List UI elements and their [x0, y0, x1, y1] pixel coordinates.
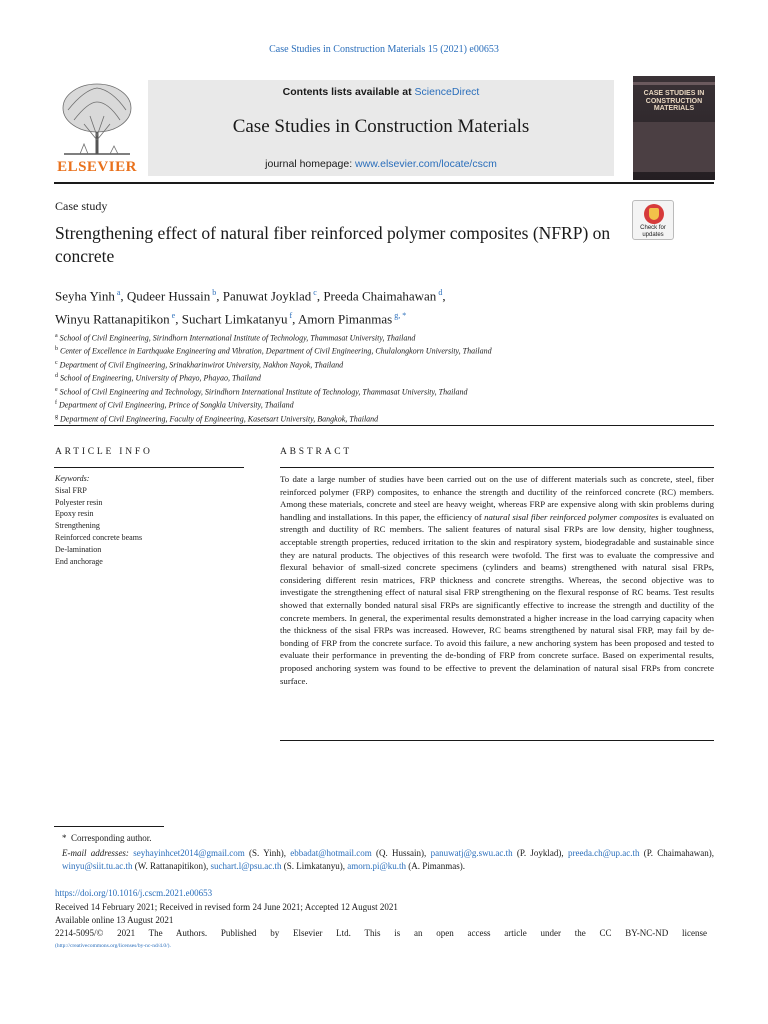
cover-title: CASE STUDIES IN CONSTRUCTION MATERIALS: [643, 90, 705, 112]
author-name[interactable]: Amorn Pimanmas: [297, 311, 393, 327]
available-online-date: Available online 13 August 2021: [55, 915, 174, 925]
doi-link[interactable]: https://doi.org/10.1016/j.cscm.2021.e00653: [55, 888, 213, 898]
article-info-heading: ARTICLE INFO: [55, 447, 153, 457]
affiliation-marker[interactable]: a: [114, 288, 121, 297]
journal-homepage-link[interactable]: www.elsevier.com/locate/cscm: [355, 158, 497, 170]
affiliation-key: e: [55, 386, 58, 393]
cover-stripe: [633, 82, 715, 85]
affiliation-item: [55, 371, 675, 384]
keyword-item: Polyester resin: [55, 497, 103, 507]
affiliation-text: Department of Civil Engineering, Srinakharinwirot University, Nakhon Nayok, Thailand: [59, 360, 344, 370]
elsevier-wordmark: ELSEVIER: [57, 159, 137, 175]
email-owner: (A. Pimanmas).: [406, 861, 466, 871]
author-separator: ,: [216, 288, 223, 304]
affiliation-text: School of Engineering, University of Phayo, Phayao, Thailand: [60, 374, 261, 384]
affiliation-key: c: [55, 359, 58, 366]
affiliation-item: [55, 385, 675, 398]
corresponding-author-note: * Corresponding author.: [62, 833, 152, 843]
license-url-link[interactable]: (http://creativecommons.org/licenses/by-nc-nd/4.0/).: [55, 943, 171, 949]
affiliation-item: [55, 344, 675, 357]
author-list: [55, 283, 665, 330]
email-owner: (S. Limkatanyu),: [281, 861, 348, 871]
author-name[interactable]: Panuwat Joyklad: [222, 288, 312, 304]
homepage-line: journal homepage: www.elsevier.com/locate/cscm: [265, 158, 497, 170]
email-addresses: E-mail addresses: seyhayinhcet2014@gmail.com (S. Yinh), ebbadat@hotmail.com (Q. Hussain), panuwatj@g.swu.ac.th (P. Joyklad), preeda.ch@up.ac.th (P. Chaimahawan), winyu@siit.tu.ac.th (W. Rattanapitikon), suchart.l@psu.ac.th (S. Limkatanyu), amorn.pi@ku.th (A. Pimanmas).: [62, 848, 715, 871]
email-link[interactable]: preeda.ch@up.ac.th: [567, 848, 640, 858]
section-rule: [54, 425, 714, 426]
email-link[interactable]: seyhayinhcet2014@gmail.com: [133, 848, 245, 858]
affiliation-text: Department of Civil Engineering, Prince of Songkla University, Thailand: [59, 400, 294, 410]
journal-title: Case Studies in Construction Materials: [232, 116, 530, 137]
email-link[interactable]: suchart.l@psu.ac.th: [210, 861, 282, 871]
abstract-text: To date a large number of studies have been carried out on the use of different materials such as concrete, steel, fiber reinforced polymer (FRP) composites, to enhance the strength and ductility of the reinforced concrete (RC) members. Among these materials, concrete and steel are heavy weight, whereas FRP are expensive along with skin problems during handling and installations. In this paper, the efficiency of natural sisal fiber reinforced polymer composites is evaluated on strength and ductility of RC members. The salient features of natural sisal FRPs are low density, higher toughness, acceptable strength properties, reduced irritation to the skin and respiratory system, biodegradable and sustainable since they are natural products. The objectives of this research were twofold. The first was to evaluate the compressive and flexural behavior of small-sized concrete specimens (cylinders and beams) strengthened with natural sisal FRPs, considering different resin matrices, FRP thickness and concrete strengths. Whereas, the second objective was to investigate the strengthening effect of natural sisal FRP strengthening on the flexural response of RC beams. Test results showed that externally bonded natural sisal FRPs are significantly effective to increase the strength and ductility of the concrete members. In general, the experimental results demonstrated a higher increase in the load carrying capacity when the thickness of the sisal FRPs was increased. However, RC beams strengthened by natural sisal FRP, may fail by de-bonding of FRP from the concrete surface. To avoid this failure, a new anchoring system has been proposed and tested to evaluate their performance in preventing the de-bonding of FRP from concrete surface. Based on experimental results, proposed anchoring system was found to be effective to prevent the delamination of natural sisal FRPs from concrete surface.: [280, 474, 715, 686]
keyword-item: Epoxy resin: [55, 509, 94, 519]
affiliation-item: [55, 358, 675, 371]
author-name[interactable]: Suchart Limkatanyu: [181, 311, 288, 327]
email-link[interactable]: panuwatj@g.swu.ac.th: [430, 848, 513, 858]
author-name[interactable]: Qudeer Hussain: [126, 288, 211, 304]
email-owner: (P. Joyklad),: [512, 848, 568, 858]
author-name[interactable]: Seyha Yinh: [55, 288, 115, 304]
email-link[interactable]: ebbadat@hotmail.com: [290, 848, 372, 858]
affiliation-item: [55, 412, 675, 425]
affiliation-text: Center of Excellence in Earthquake Engineering and Vibration, Department of Civil Engineering, Chulalongkorn University, Thailand: [60, 347, 492, 357]
email-owner: (S. Yinh),: [244, 848, 291, 858]
elsevier-logo[interactable]: [54, 80, 140, 176]
author-name[interactable]: Preeda Chaimahawan: [323, 288, 437, 304]
journal-cover-image[interactable]: [633, 76, 715, 180]
affiliation-marker[interactable]: d: [436, 288, 443, 297]
article-type: Case study: [55, 199, 108, 213]
keyword-item: De-lamination: [55, 544, 102, 554]
keyword-item: Reinforced concrete beams: [55, 532, 143, 542]
keywords-rule: [54, 467, 244, 468]
email-link[interactable]: amorn.pi@ku.th: [347, 861, 407, 871]
email-owner: (W. Rattanapitikon),: [132, 861, 211, 871]
author-separator: ,: [316, 288, 324, 304]
affiliation-key: f: [55, 400, 57, 407]
abstract-emphasis: natural sisal fiber reinforced polymer composites: [484, 511, 659, 522]
check-for-updates-button[interactable]: [632, 200, 674, 240]
footnote-rule: [54, 826, 164, 827]
author-separator: ,: [442, 288, 446, 304]
affiliation-marker[interactable]: g, *: [392, 311, 407, 321]
affiliation-text: School of Civil Engineering and Technology, Sirindhorn International Institute of Technology, Thammasat University, Thailand: [59, 387, 468, 397]
abstract-bottom-rule: [280, 740, 714, 741]
affiliation-key: a: [55, 333, 58, 339]
affiliation-item: [55, 398, 675, 411]
affiliation-text: School of Civil Engineering, Sirindhorn International Institute of Technology, Thammasat University, Thailand: [59, 333, 416, 343]
journal-citation-link[interactable]: Case Studies in Construction Materials 15 (2021) e00653: [269, 44, 499, 55]
keyword-list: [55, 485, 245, 568]
affiliation-marker[interactable]: b: [210, 288, 217, 297]
sciencedirect-link[interactable]: ScienceDirect: [414, 86, 480, 98]
journal-header: [54, 76, 714, 180]
affiliation-text: Department of Civil Engineering, Faculty of Engineering, Kasetsart University, Bangkok, Thailand: [60, 414, 379, 424]
affiliation-key: g: [55, 413, 58, 420]
affiliation-marker[interactable]: f: [287, 311, 293, 321]
received-dates: Received 14 February 2021; Received in revised form 24 June 2021; Accepted 12 August 2021: [55, 902, 398, 912]
author-name[interactable]: Winyu Rattanapitikon: [55, 311, 170, 327]
keyword-item: End anchorage: [55, 556, 103, 566]
author-separator: ,: [120, 288, 127, 304]
keywords-label: Keywords:: [55, 474, 90, 483]
email-owner: (Q. Hussain),: [371, 848, 431, 858]
author-separator: ,: [175, 311, 182, 327]
license-statement: 2214-5095/© 2021 The Authors. Published by Elsevier Ltd. This is an open access article under the CC BY-NC-ND license: [55, 928, 707, 938]
author-separator: ,: [292, 311, 298, 327]
affiliation-key: b: [55, 346, 58, 353]
affiliation-marker[interactable]: c: [311, 288, 317, 297]
article-title: Strengthening effect of natural fiber reinforced polymer composites (NFRP) on concrete: [55, 223, 611, 266]
keywords-block: [55, 473, 245, 567]
check-updates-icon: [644, 204, 664, 224]
keyword-item: Strengthening: [55, 521, 100, 531]
affiliation-key: d: [55, 373, 58, 380]
email-owner: (P. Chaimahawan),: [639, 848, 715, 858]
affiliation-marker[interactable]: e: [169, 311, 176, 321]
elsevier-tree-icon: [54, 80, 140, 158]
header-rule: [54, 182, 714, 184]
affiliation-list: [55, 331, 675, 425]
email-list: [62, 848, 714, 871]
email-link[interactable]: winyu@siit.tu.ac.th: [62, 861, 133, 871]
cover-photo: [633, 122, 715, 172]
contents-line: Contents lists available at ScienceDirect: [282, 86, 480, 98]
check-updates-label: Check for updates: [640, 225, 666, 238]
affiliation-item: [55, 331, 675, 344]
journal-banner: [148, 80, 614, 176]
abstract-rule: [280, 467, 714, 468]
keyword-item: Sisal FRP: [55, 485, 87, 495]
abstract-heading: ABSTRACT: [280, 447, 353, 457]
